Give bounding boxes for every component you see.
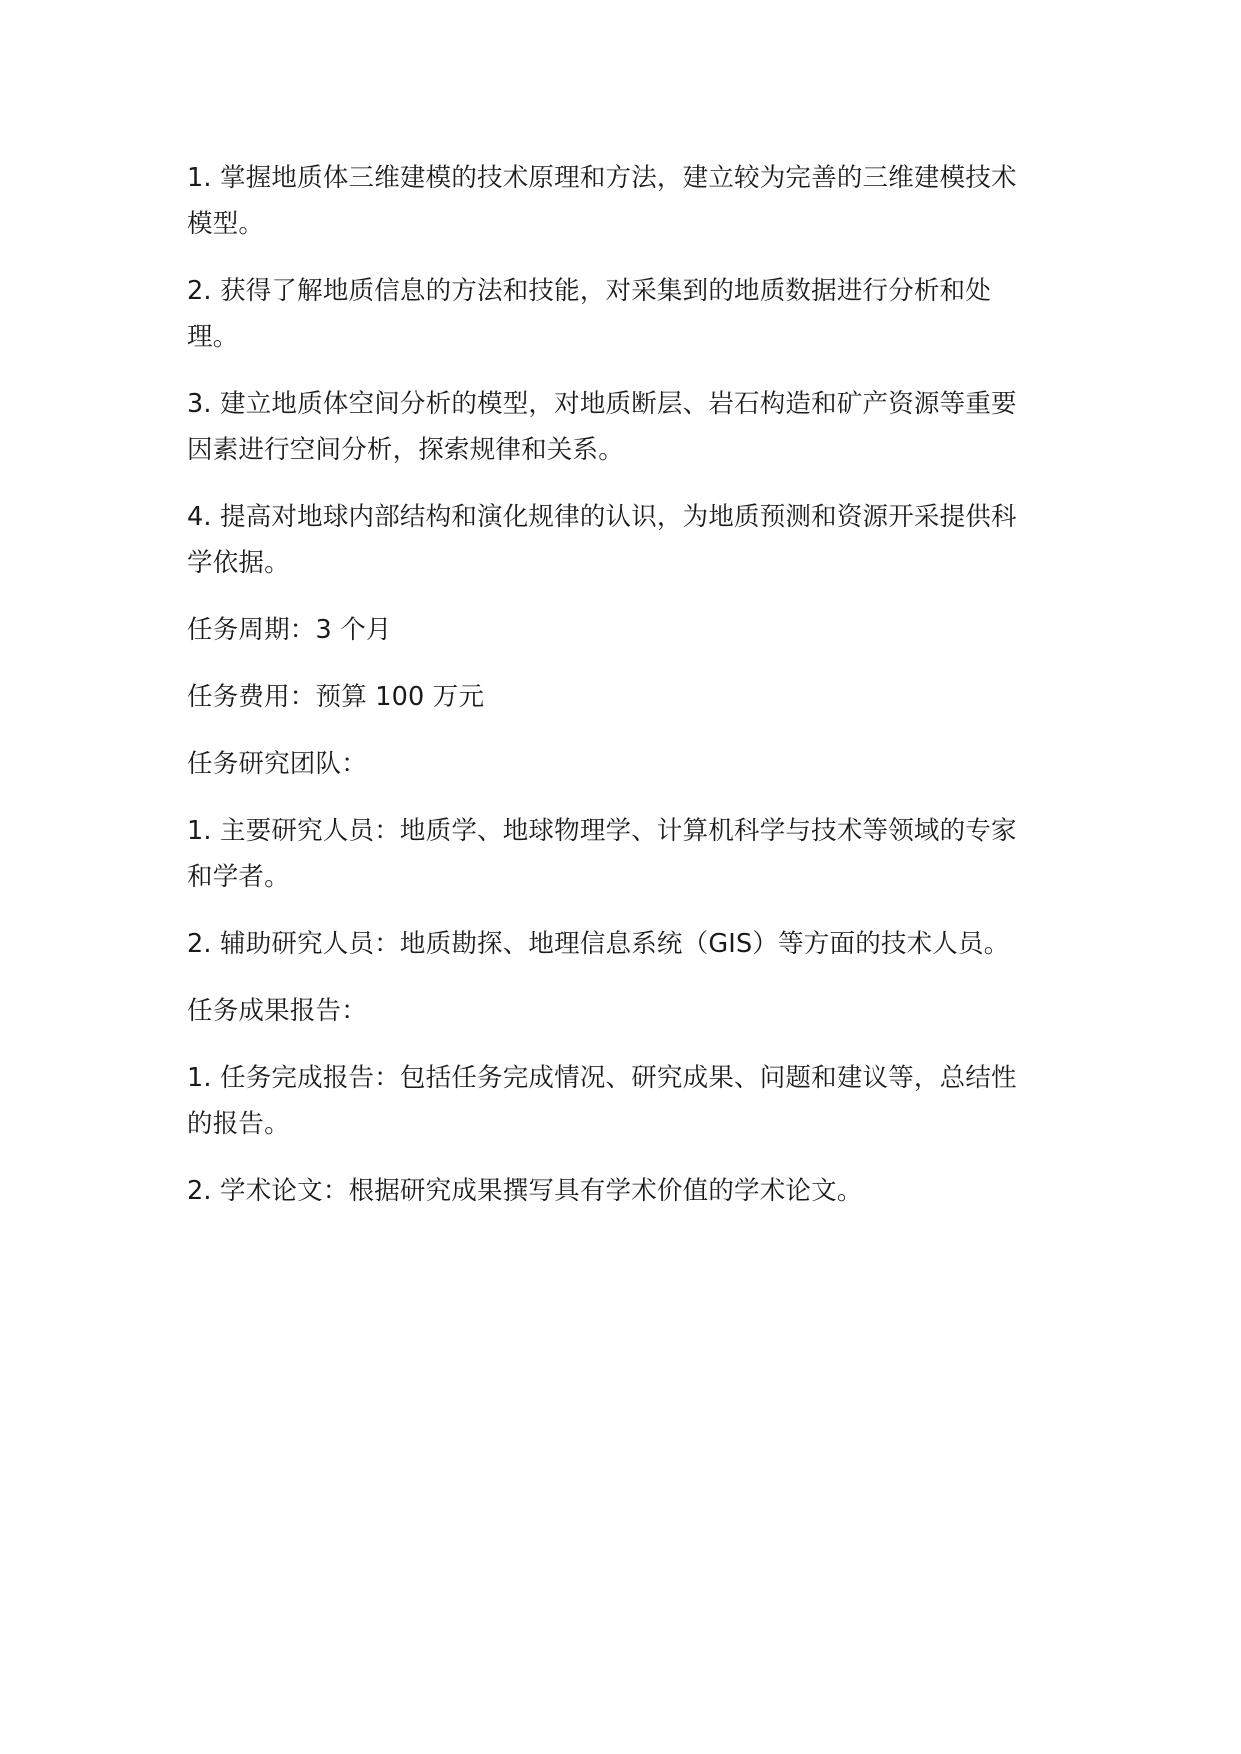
objective-item-4: 4. 提高对地球内部结构和演化规律的认识，为地质预测和资源开采提供科学依据。 (187, 502, 1017, 578)
results-item-2: 2. 学术论文：根据研究成果撰写具有学术价值的学术论文。 (187, 1176, 863, 1206)
document-body (187, 155, 1037, 1235)
research-team-heading: 任务研究团队： (187, 749, 367, 779)
team-member-item-2: 2. 辅助研究人员：地质勘探、地理信息系统（GIS）等方面的技术人员。 (187, 929, 1010, 959)
results-report-heading: 任务成果报告： (187, 996, 367, 1026)
results-item-1: 1. 任务完成报告：包括任务完成情况、研究成果、问题和建议等，总结性的报告。 (187, 1063, 1017, 1139)
objective-item-2: 2. 获得了解地质信息的方法和技能，对采集到的地质数据进行分析和处理。 (187, 276, 992, 352)
team-member-item-1: 1. 主要研究人员：地质学、地球物理学、计算机科学与技术等领域的专家和学者。 (187, 816, 1017, 892)
objective-item-1: 1. 掌握地质体三维建模的技术原理和方法，建立较为完善的三维建模技术模型。 (187, 163, 1017, 239)
task-period: 任务周期：3 个月 (187, 615, 392, 645)
objective-item-3: 3. 建立地质体空间分析的模型，对地质断层、岩石构造和矿产资源等重要因素进行空间分析，探索规律和关系。 (187, 389, 1017, 465)
task-budget: 任务费用：预算 100 万元 (187, 682, 485, 712)
